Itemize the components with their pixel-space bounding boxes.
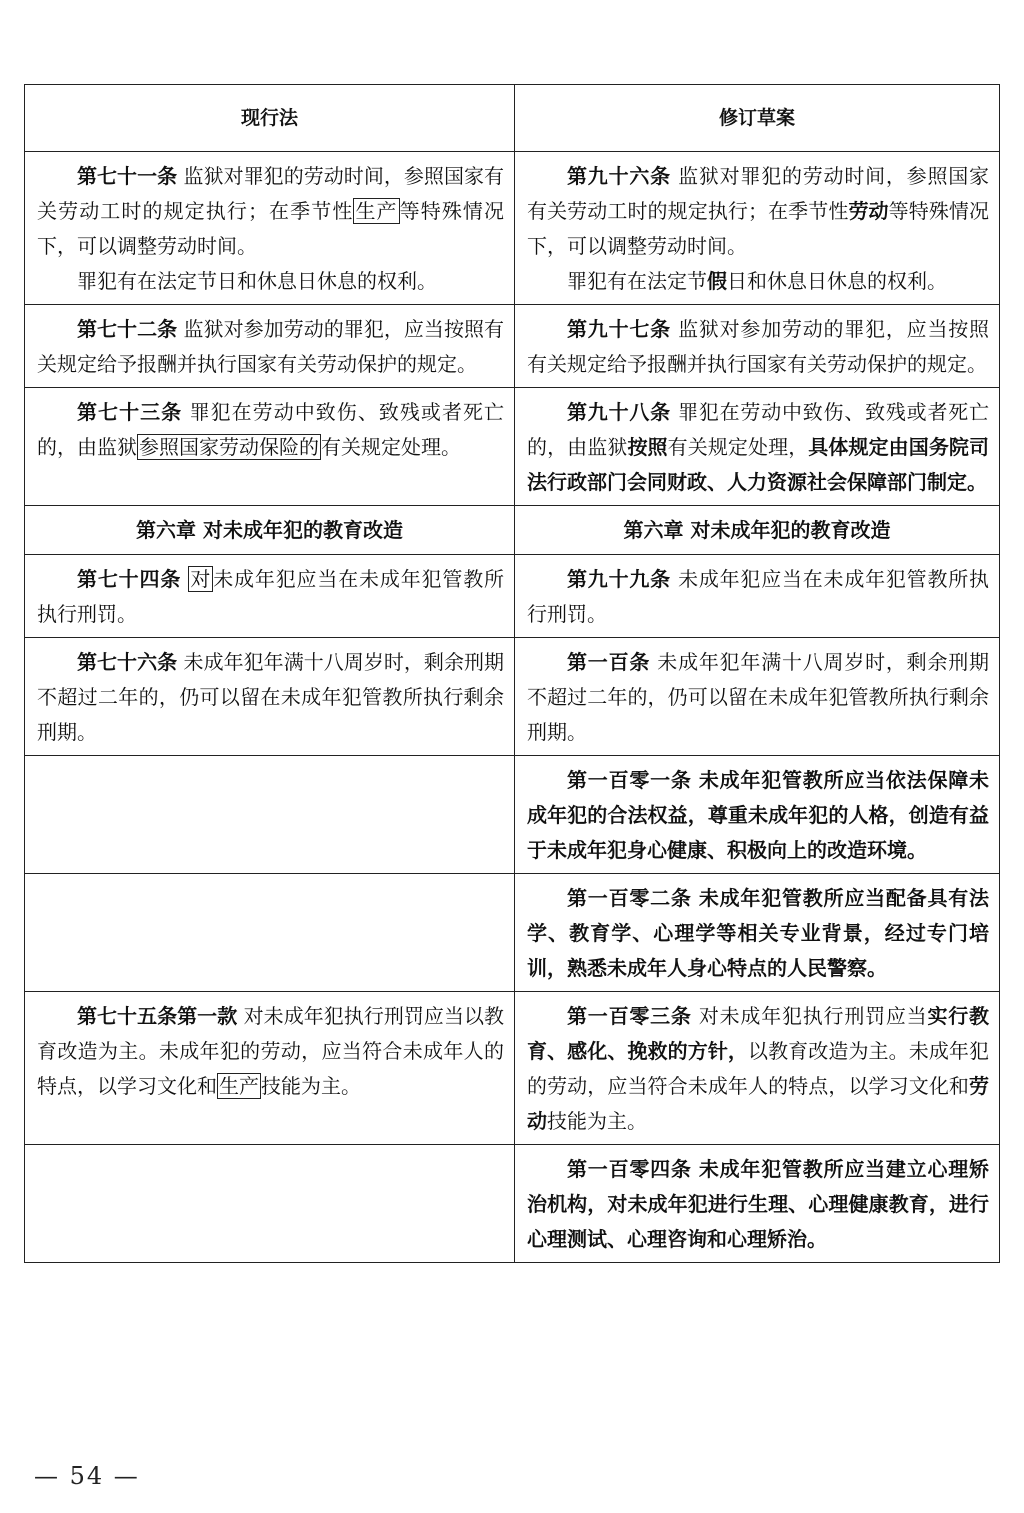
article-number: 第七十五条第一款 [77, 1004, 238, 1028]
revised-draft-cell [515, 992, 1000, 1145]
article-number: 第七十四条 [77, 567, 182, 591]
amended-text: 按照 [627, 435, 668, 459]
table-body [25, 152, 1000, 1263]
article-number: 第七十一条 [77, 164, 178, 188]
article-paragraph [527, 881, 989, 986]
current-law-cell [25, 1145, 515, 1263]
revised-draft-cell [515, 388, 1000, 506]
article-paragraph [527, 763, 989, 868]
article-paragraph [37, 395, 504, 465]
article-text: 等特殊情况下，可以调整劳动时间。 [37, 199, 505, 258]
revised-draft-cell [515, 756, 1000, 874]
amended-text: 实行教育、感化、挽救的方针， [527, 1004, 990, 1063]
article-number: 第九十七条 [567, 317, 671, 341]
deleted-text-box: 对 [190, 567, 212, 591]
article-number: 第七十二条 [77, 317, 178, 341]
article-row [25, 388, 1000, 506]
article-text: 有关规定处理， [667, 435, 809, 459]
revised-draft-cell [515, 874, 1000, 992]
article-number: 第九十六条 [567, 164, 671, 188]
article-number: 第一百零二条 [567, 886, 692, 910]
article-paragraph [527, 645, 989, 750]
amended-text: 未成年犯管教所应当配备具有法学、教育学、心理学等相关专业背景，经过专门培训，熟悉未成年人身心特点的人民警察。 [527, 886, 990, 980]
revised-draft-cell [515, 638, 1000, 756]
current-law-cell [25, 638, 515, 756]
article-row [25, 638, 1000, 756]
article-paragraph [37, 312, 504, 382]
article-paragraph [527, 1152, 989, 1257]
article-paragraph [527, 312, 989, 382]
article-row [25, 1145, 1000, 1263]
article-paragraph [527, 264, 989, 299]
article-paragraph [527, 159, 989, 264]
amended-text: 劳动 [848, 199, 889, 223]
article-text: 技能为主。 [547, 1109, 647, 1133]
article-text: 未成年犯应当在未成年犯管教所执行刑罚。 [527, 567, 990, 626]
article-text: 等特殊情况下，可以调整劳动时间。 [527, 199, 990, 258]
article-number: 第九十九条 [567, 567, 671, 591]
amended-text: 未成年犯管教所应当依法保障未成年犯的合法权益，尊重未成年犯的人格，创造有益于未成年犯身心健康、积极向上的改造环境。 [527, 768, 990, 862]
article-text: 技能为主。 [261, 1074, 361, 1098]
amended-text: 假 [707, 269, 727, 293]
amended-text: 具体规定由国务院司法行政部门会同财政、人力资源社会保障部门制定。 [527, 435, 990, 494]
article-paragraph [37, 159, 504, 264]
article-text: 对未成年犯执行刑罚应当以教育改造为主。未成年犯的劳动，应当符合未成年人的特点，以学习文化和 [37, 1004, 505, 1098]
current-law-cell [25, 756, 515, 874]
article-row [25, 152, 1000, 305]
article-text: 监狱对罪犯的劳动时间，参照国家有关劳动工时的规定执行；在季节性 [37, 164, 505, 223]
article-text: 未成年犯年满十八周岁时，剩余刑期不超过二年的，仍可以留在未成年犯管教所执行剩余刑期。 [37, 650, 505, 744]
article-text: 罪犯有在法定节 [567, 269, 707, 293]
chapter-row [25, 506, 1000, 555]
current-law-cell [25, 992, 515, 1145]
article-number: 第七十六条 [77, 650, 178, 674]
article-text: 罪犯在劳动中致伤、致残或者死亡的，由监狱 [527, 400, 990, 459]
article-text: 日和休息日休息的权利。 [727, 269, 947, 293]
article-row [25, 874, 1000, 992]
article-paragraph [37, 264, 504, 299]
article-paragraph [527, 395, 989, 500]
article-row [25, 305, 1000, 388]
article-number: 第七十三条 [77, 400, 183, 424]
current-law-cell [25, 388, 515, 506]
header-current-law: 现行法 [25, 85, 515, 152]
article-text: 罪犯有在法定节日和休息日休息的权利。 [77, 269, 437, 293]
amended-text: 未成年犯管教所应当建立心理矫治机构，对未成年犯进行生理、心理健康教育，进行心理测试、心理咨询和心理矫治。 [527, 1157, 990, 1251]
article-text: 有关规定处理。 [321, 435, 461, 459]
article-text: 未成年犯应当在未成年犯管教所执行刑罚。 [37, 567, 505, 626]
article-number: 第九十八条 [567, 400, 671, 424]
article-text: 以教育改造为主。未成年犯的劳动，应当符合未成年人的特点，以学习文化和 [527, 1039, 989, 1098]
article-row [25, 756, 1000, 874]
article-paragraph [37, 562, 504, 632]
article-number: 第一百条 [567, 650, 651, 674]
revised-draft-cell [515, 1145, 1000, 1263]
comparison-table [24, 84, 1000, 1263]
header-row [25, 85, 1000, 152]
article-row [25, 555, 1000, 638]
current-law-cell [25, 305, 515, 388]
chapter-title: 第六章 对未成年犯的教育改造 [25, 506, 515, 555]
header-revised-draft: 修订草案 [515, 85, 1000, 152]
article-row [25, 992, 1000, 1145]
article-paragraph [527, 999, 989, 1139]
article-text: 监狱对罪犯的劳动时间，参照国家有关劳动工时的规定执行；在季节性 [527, 164, 990, 223]
article-text: 对未成年犯执行刑罚应当 [698, 1004, 928, 1028]
current-law-cell [25, 874, 515, 992]
current-law-cell [25, 555, 515, 638]
deleted-text-box: 参照国家劳动保险的 [139, 435, 319, 459]
article-number: 第一百零四条 [567, 1157, 692, 1181]
revised-draft-cell [515, 555, 1000, 638]
article-paragraph [527, 562, 989, 632]
amended-text: 劳动 [527, 1074, 989, 1133]
article-text: 未成年犯年满十八周岁时，剩余刑期不超过二年的，仍可以留在未成年犯管教所执行剩余刑期。 [527, 650, 990, 744]
article-number: 第一百零一条 [567, 768, 692, 792]
current-law-cell [25, 152, 515, 305]
article-text: 罪犯在劳动中致伤、致残或者死亡的，由监狱 [37, 400, 505, 459]
revised-draft-cell [515, 305, 1000, 388]
article-number: 第一百零三条 [567, 1004, 692, 1028]
article-paragraph [37, 999, 504, 1104]
deleted-text-box: 生产 [219, 1074, 259, 1098]
article-paragraph [37, 645, 504, 750]
deleted-text-box: 生产 [355, 199, 398, 223]
article-text: 监狱对参加劳动的罪犯，应当按照有关规定给予报酬并执行国家有关劳动保护的规定。 [37, 317, 505, 376]
revised-draft-cell [515, 152, 1000, 305]
article-text: 监狱对参加劳动的罪犯，应当按照有关规定给予报酬并执行国家有关劳动保护的规定。 [527, 317, 990, 376]
page-number: — 54 — [34, 1462, 140, 1490]
chapter-title: 第六章 对未成年犯的教育改造 [515, 506, 1000, 555]
